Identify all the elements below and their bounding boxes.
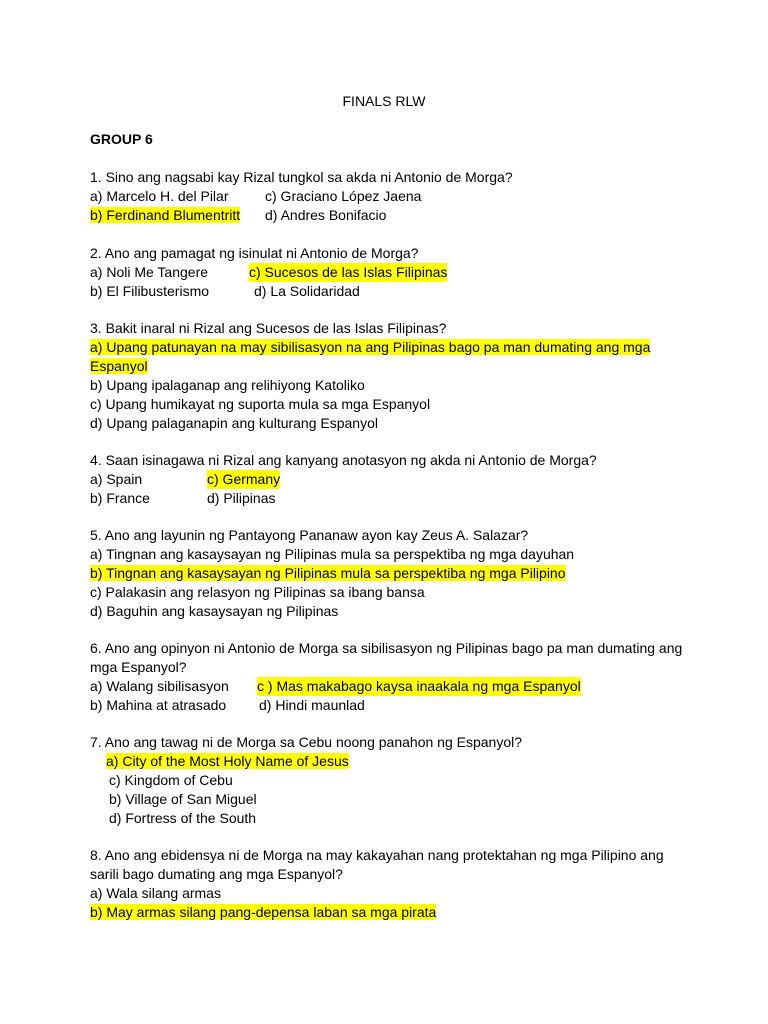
question-6-row-1 [90, 677, 581, 696]
question-2-row-2 [90, 282, 360, 301]
question-5-option-b-line [90, 564, 566, 583]
question-8-line-1: 8. Ano ang ebidensya ni de Morga na may kakayahan nang protektahan ng mga Pilipino ang [90, 847, 664, 863]
question-4-option-d: d) Pilipinas [207, 490, 276, 506]
question-8-line-2: sarili bago dumating ang mga Espanyol? [90, 866, 343, 882]
question-3-option-a-line-2 [90, 357, 148, 376]
question-2-option-a: a) Noli Me Tangere [90, 264, 209, 280]
question-2-row-1 [90, 263, 448, 282]
question-3-option-a-line-1 [90, 338, 650, 357]
question-4-row-1 [90, 470, 281, 489]
question-7-option-a-line [106, 752, 349, 771]
question-7-option-c: c) Kingdom of Cebu [109, 772, 233, 788]
document-title: FINALS RLW [342, 93, 426, 109]
question-2-option-c-answer: c) Sucesos de las Islas Filipinas [249, 264, 448, 280]
question-5-option-d: d) Baguhin ang kasaysayan ng Pilipinas [90, 603, 339, 619]
question-1: 1. Sino ang nagsabi kay Rizal tungkol sa akda ni Antonio de Morga? [90, 169, 513, 185]
question-6-option-c-answer: c ) Mas makabago kaysa inaakala ng mga Espanyol [257, 678, 581, 694]
question-1-row-2 [90, 206, 387, 225]
question-5: 5. Ano ang layunin ng Pantayong Pananaw ayon kay Zeus A. Salazar? [90, 527, 529, 543]
question-7-option-a-answer: a) City of the Most Holy Name of Jesus [106, 753, 349, 769]
group-heading: GROUP 6 [90, 131, 153, 147]
question-5-option-a: a) Tingnan ang kasaysayan ng Pilipinas mula sa perspektiba ng mga dayuhan [90, 546, 575, 562]
question-3-option-c: c) Upang humikayat ng suporta mula sa mga Espanyol [90, 396, 431, 412]
question-3-option-a-answer: a) Upang patunayan na may sibilisasyon na ang Pilipinas bago pa man dumating ang mga [90, 339, 651, 355]
question-6-option-b: b) Mahina at atrasado [90, 697, 227, 713]
question-2-option-b: b) El Filibusterismo [90, 283, 210, 299]
question-8-option-a: a) Wala silang armas [90, 885, 221, 901]
question-6-line-2: mga Espanyol? [90, 659, 187, 675]
question-1-option-b-answer: b) Ferdinand Blumentritt [90, 207, 241, 223]
question-3-option-b: b) Upang ipalaganap ang relihiyong Katoliko [90, 377, 365, 393]
question-1-option-a: a) Marcelo H. del Pilar [90, 188, 229, 204]
question-6-option-a: a) Walang sibilisasyon [90, 678, 229, 694]
question-5-option-c: c) Palakasin ang relasyon ng Pilipinas sa ibang bansa [90, 584, 425, 600]
question-4: 4. Saan isinagawa ni Rizal ang kanyang anotasyon ng akda ni Antonio de Morga? [90, 452, 597, 468]
question-4-option-b: b) France [90, 490, 150, 506]
question-8-option-b-line [90, 903, 436, 922]
question-3-option-d: d) Upang palaganapin ang kulturang Espanyol [90, 415, 378, 431]
question-7-option-d: d) Fortress of the South [109, 810, 257, 826]
question-2-option-d: d) La Solidaridad [254, 283, 360, 299]
question-3-option-a-answer-cont: Espanyol [90, 358, 148, 374]
question-3: 3. Bakit inaral ni Rizal ang Sucesos de las Islas Filipinas? [90, 320, 447, 336]
question-8-option-b-answer: b) May armas silang pang-depensa laban sa mga pirata [90, 904, 437, 920]
question-6-line-1: 6. Ano ang opinyon ni Antonio de Morga sa sibilisasyon ng Pilipinas bago pa man dumating ang [90, 640, 683, 656]
question-4-row-2 [90, 489, 276, 508]
question-7: 7. Ano ang tawag ni de Morga sa Cebu noong panahon ng Espanyol? [90, 734, 522, 750]
question-1-row-1 [90, 187, 422, 206]
question-1-option-c: c) Graciano López Jaena [265, 188, 422, 204]
question-6-row-2 [90, 696, 365, 715]
question-7-option-b: b) Village of San Miguel [109, 791, 257, 807]
question-1-option-d: d) Andres Bonifacio [265, 207, 387, 223]
question-6-option-d: d) Hindi maunlad [259, 697, 365, 713]
question-5-option-b-answer: b) Tingnan ang kasaysayan ng Pilipinas mula sa perspektiba ng mga Pilipino [90, 565, 566, 581]
question-4-option-a: a) Spain [90, 471, 143, 487]
question-2: 2. Ano ang pamagat ng isinulat ni Antonio de Morga? [90, 245, 419, 261]
question-4-option-c-answer: c) Germany [207, 471, 281, 487]
